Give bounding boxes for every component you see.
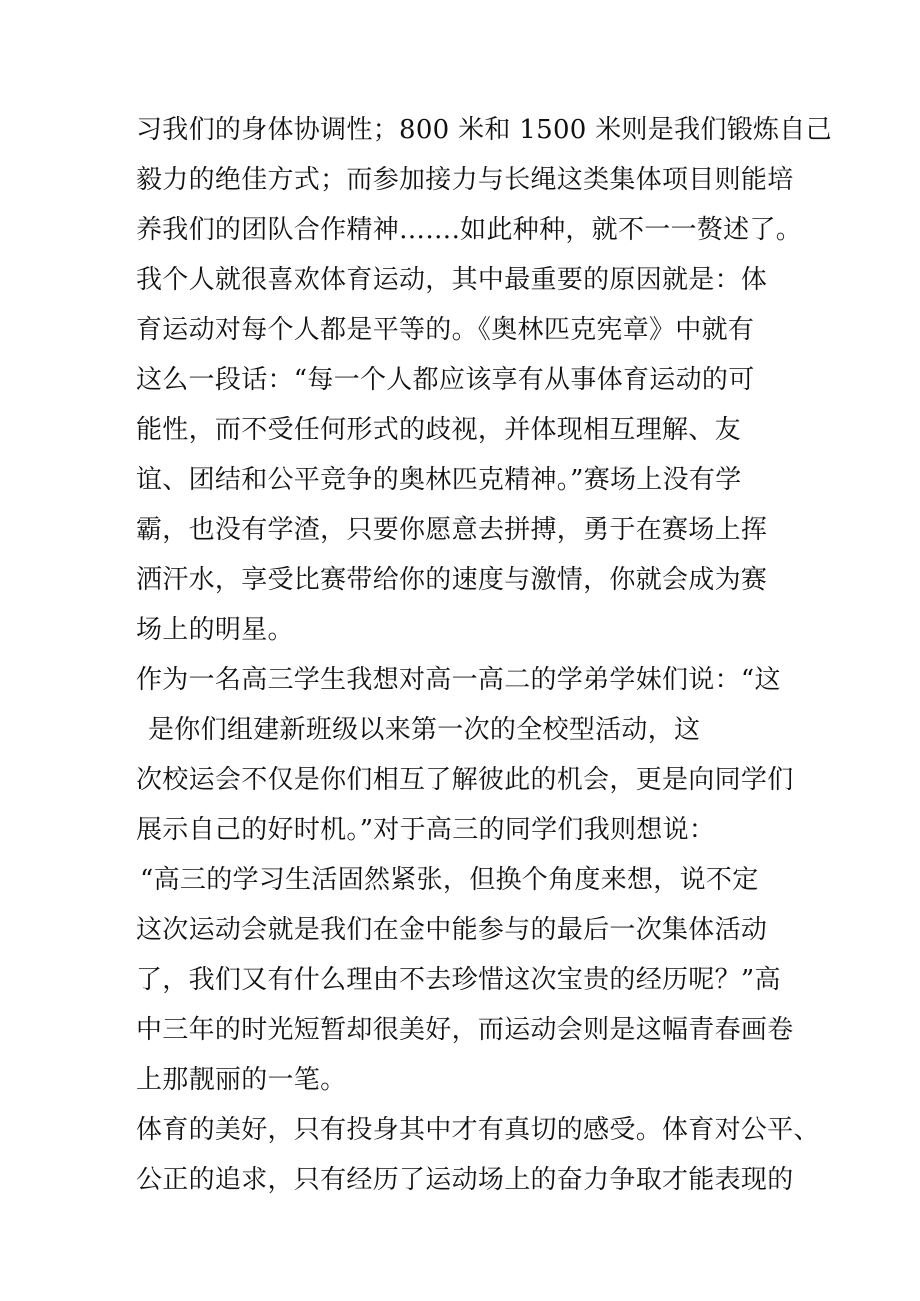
- text-line: 场上的明星。: [136, 615, 294, 645]
- text-line: 习我们的身体协调性；800 米和 1500 米则是我们锻炼自己: [136, 115, 832, 145]
- text-line: 毅力的绝佳方式；而参加接力与长绳这类集体项目则能培: [136, 165, 794, 195]
- text-line: 这么一段话：“每一个人都应该享有从事体育运动的可: [136, 365, 755, 395]
- text-line: 是你们组建新班级以来第一次的全校型活动，这: [148, 715, 701, 745]
- text-line: 次校运会不仅是你们相互了解彼此的机会，更是向同学们: [136, 765, 794, 795]
- text-line: 中三年的时光短暂却很美好，而运动会则是这幅青春画卷: [136, 1015, 794, 1045]
- text-line: 洒汗水，享受比赛带给你的速度与激情，你就会成为赛: [136, 565, 768, 595]
- text-line: 体育的美好，只有投身其中才有真切的感受。体育对公平、: [136, 1115, 820, 1145]
- text-line: 公正的追求，只有经历了运动场上的奋力争取才能表现的: [136, 1165, 794, 1195]
- text-line: 霸，也没有学渣，只要你愿意去拼搏，勇于在赛场上挥: [136, 515, 768, 545]
- text-line: 这次运动会就是我们在金中能参与的最后一次集体活动: [136, 915, 768, 945]
- text-line: 上那靓丽的一笔。: [136, 1065, 347, 1095]
- text-line: 了，我们又有什么理由不去珍惜这次宝贵的经历呢？”高: [136, 965, 781, 995]
- text-line: 养我们的团队合作精神…….如此种种，就不一一赘述了。: [136, 215, 803, 245]
- text-line: 作为一名高三学生我想对高一高二的学弟学妹们说：“这: [136, 665, 781, 695]
- text-line: 我个人就很喜欢体育运动，其中最重要的原因就是：体: [136, 265, 768, 295]
- text-line: 育运动对每个人都是平等的。《奥林匹克宪章》中就有: [136, 315, 755, 345]
- text-line: 能性，而不受任何形式的歧视，并体现相互理解、友: [136, 415, 741, 445]
- text-line: 展示自己的好时机。”对于高三的同学们我则想说：: [136, 815, 716, 845]
- text-line: “高三的学习生活固然紧张，但换个角度来想，说不定: [140, 865, 759, 895]
- text-line: 谊、团结和公平竞争的奥林匹克精神。”赛场上没有学: [136, 465, 742, 495]
